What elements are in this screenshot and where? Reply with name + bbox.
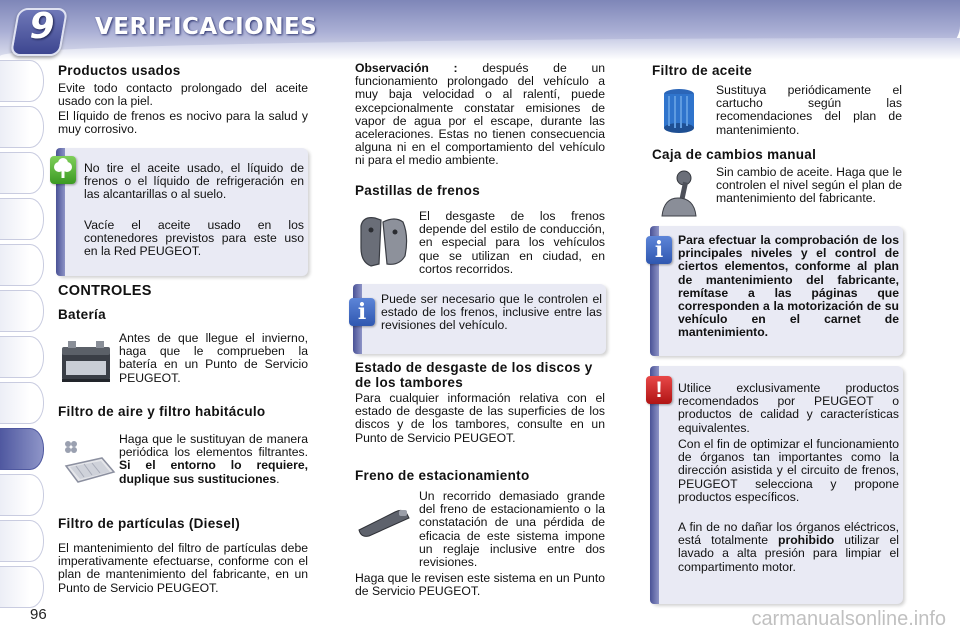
brake-pads-icon (355, 212, 411, 272)
heading-bateria: Batería (58, 307, 106, 322)
caja-cambios-text: Sin cambio de aceite. Haga que le controlen el nivel según el plan de mantenimiento del fabricante. (716, 165, 902, 206)
chapter-tab-1[interactable] (0, 60, 44, 102)
observacion-text (355, 62, 605, 168)
warning-icon: ! (646, 376, 672, 404)
heading-estado-desgaste: Estado de desgaste de los discos y de los tambores (355, 360, 593, 390)
info-icon: i (349, 298, 375, 326)
chapter-tab-9-active[interactable] (0, 428, 44, 470)
chapter-tab-4[interactable] (0, 198, 44, 240)
estado-desgaste-text: Para cualquier información relativa con el estado de desgaste de las superficies de los discos y de los tambores, consulte en un Punto de Servicio PEUGEOT. (355, 391, 605, 445)
watermark: carmanualsonline.info (751, 608, 946, 630)
productos-usados-p1: Evite todo contacto prolongado del aceite usado con la piel. (58, 81, 308, 109)
warning-note-p2: Con el fin de optimizar el funcionamiento de órganos tan importantes como la dirección asistida y el circuito de frenos, PEUGEOT selecciona y propone productos específicos. (678, 437, 899, 504)
chapter-number: 9 (29, 6, 55, 47)
filtro-aire-text (119, 433, 308, 486)
observacion-label: Observación : (355, 61, 458, 75)
heading-freno-estacionamiento: Freno de estacionamiento (355, 468, 530, 483)
eco-note-box (56, 148, 308, 276)
heading-filtro-aire: Filtro de aire y filtro habitáculo (58, 404, 266, 419)
freno-estacionamiento-text: Un recorrido demasiado grande del freno de estacionamiento o la constatación de una pérdida de eficacia de este sistema impone un reglaje inclusive entre dos revisiones. (419, 489, 605, 570)
battery-icon (58, 335, 114, 387)
info-icon: i (646, 236, 672, 264)
heading-caja-cambios: Caja de cambios manual (652, 147, 817, 162)
page-title: VERIFICACIONES (95, 14, 318, 40)
warning-note-p3-bold: prohibido (778, 533, 835, 548)
filtro-aceite-text: Sustituya periódicamente el cartucho según las recomendaciones del plan de mantenimiento. (716, 83, 902, 137)
chapter-tab-8[interactable] (0, 382, 44, 424)
info-note-levels (650, 226, 903, 356)
warning-note-p3 (678, 521, 899, 574)
chapter-tab-2[interactable] (0, 106, 44, 148)
heading-productos-usados: Productos usados (58, 63, 181, 78)
warning-note-p3-b: utilizar el lavado a alta presión para limpiar el compartimento motor. (678, 533, 900, 574)
filtro-aire-text-bold: Si el entorno lo requiere, duplique sus sustituciones (119, 458, 308, 486)
gear-stick-icon (656, 168, 702, 220)
air-filter-icon (60, 438, 116, 490)
productos-usados-p2: El líquido de frenos es nocivo para la salud y muy corrosivo. (58, 109, 308, 137)
chapter-tab-5[interactable] (0, 244, 44, 286)
observacion-body: después de un funcionamiento prolongado del vehículo a muy baja velocidad o al ralentí, puede excepcionalmente constatar emisiones de vapor de agua por el escape, durante las aceleraciones. Estas no tienen consecuencia alguna ni en el comportamiento del vehículo ni para el medio ambiente. (355, 61, 606, 168)
chapter-tab-11[interactable] (0, 520, 44, 562)
info-note-levels-text: Para efectuar la comprobación de los principales niveles y el control de ciertos elementos, conforme al plan de mantenimiento del fabricante, remítase a las páginas que corresponden a la motorización de su vehículo en el carnet de mantenimiento. (678, 233, 899, 340)
heading-pastillas: Pastillas de frenos (355, 183, 480, 198)
chapter-tabs (0, 60, 46, 610)
eco-note-p1: No tire el aceite usado, el líquido de frenos o el líquido de refrigeración en las alcantarillas o al suelo. (84, 161, 304, 202)
tree-icon-svg (50, 156, 76, 184)
chapter-tab-3[interactable] (0, 152, 44, 194)
info-note-brakes (353, 284, 606, 354)
filtro-aire-text-main: Haga que le sustituyan de manera periódica los elementos filtrantes. (119, 432, 308, 460)
warning-note-products (650, 366, 903, 604)
warning-note-p1: Utilice exclusivamente productos recomendados por PEUGEOT o productos de calidad y características equivalentes. (678, 381, 899, 435)
info-note-brakes-text: Puede ser necesario que le controlen el estado de los frenos, inclusive entre las revisiones del vehículo. (381, 292, 602, 333)
eco-note-p2: Vacíe el aceite usado en los contenedores previstos para este uso en la Red PEUGEOT. (84, 218, 304, 259)
filtro-aire-text-end: . (276, 471, 280, 486)
page-number: 96 (30, 606, 47, 623)
chapter-tab-10[interactable] (0, 474, 44, 516)
warning-note-p3-a: A fin de no dañar los órganos eléctricos, está totalmente (678, 520, 899, 548)
heading-filtro-aceite: Filtro de aceite (652, 63, 753, 78)
pastillas-text: El desgaste de los frenos depende del estilo de conducción, en especial para los vehículos que se utilizan en ciudad, en cortos recorridos. (419, 209, 605, 276)
bateria-text: Antes de que llegue el invierno, haga que le comprueben la batería en un Punto de Servicio PEUGEOT. (119, 331, 308, 385)
chapter-tab-7[interactable] (0, 336, 44, 378)
heading-filtro-particulas: Filtro de partículas (Diesel) (58, 516, 240, 531)
freno-estacionamiento-text2: Haga que le revisen este sistema en un Punto de Servicio PEUGEOT. (355, 571, 605, 599)
tree-icon (50, 156, 76, 184)
chapter-tab-12[interactable] (0, 566, 44, 608)
filtro-particulas-text: El mantenimiento del filtro de partículas debe imperativamente efectuarse, conforme con el plan de mantenimiento del fabricante, en un Punto de Servicio PEUGEOT. (58, 541, 308, 595)
heading-controles: CONTROLES (58, 283, 152, 299)
handbrake-icon (355, 500, 413, 540)
freno-estacionamiento-text-a (419, 489, 605, 570)
oil-filter-icon (656, 86, 702, 136)
chapter-tab-6[interactable] (0, 290, 44, 332)
